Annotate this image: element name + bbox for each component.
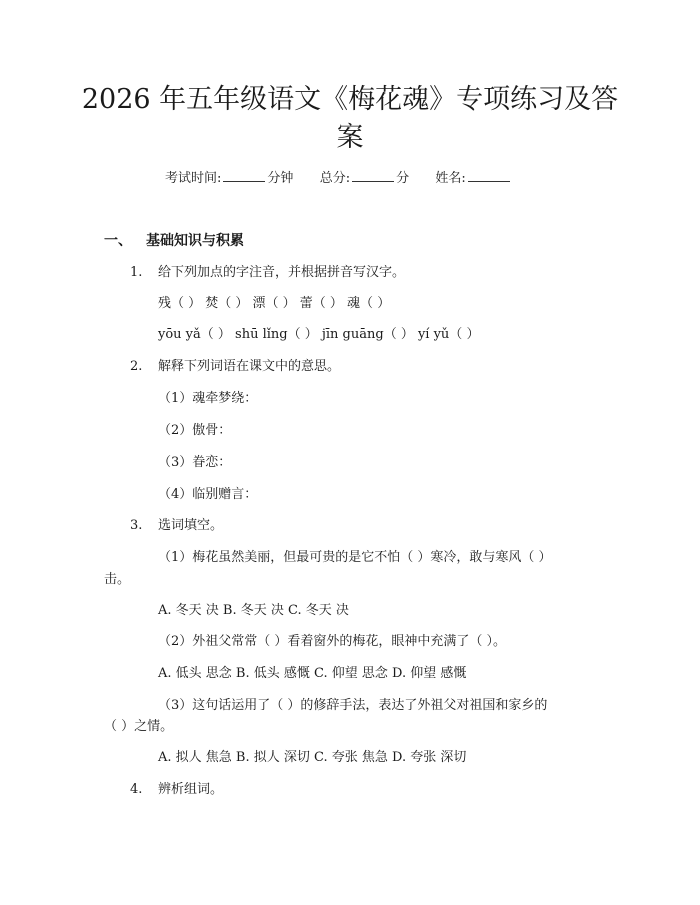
question-number-1: 1. bbox=[130, 265, 143, 280]
question-3-sub3-line2: （ ）之情。 bbox=[104, 719, 174, 734]
question-2-item: （1）魂牵梦绕： bbox=[158, 391, 258, 406]
time-label: 考试时间: bbox=[165, 171, 222, 186]
question-3-sub3-line1: （3）这句话运用了（ ）的修辞手法，表达了外祖父对祖国和家乡的 bbox=[158, 698, 548, 713]
question-1-chars: 残（ ） 焚（ ） 漂（ ） 蕾（ ） 魂（ ） bbox=[158, 296, 391, 311]
question-text-4: 辨析组词。 bbox=[158, 782, 224, 797]
question-text-2: 解释下列词语在课文中的意思。 bbox=[158, 359, 341, 374]
exam-meta bbox=[165, 169, 512, 188]
question-3-sub1-line2: 击。 bbox=[104, 572, 131, 587]
question-3-sub2-line1: （2）外祖父常常（ ）看着窗外的梅花，眼神中充满了（ ）。 bbox=[158, 634, 507, 649]
question-2-item: （3）眷恋： bbox=[158, 455, 232, 470]
time-blank bbox=[223, 169, 265, 182]
question-text-3: 选词填空。 bbox=[158, 518, 224, 533]
question-3-sub1-options: A. 冬天 决 B. 冬天 决 C. 冬天 决 bbox=[158, 603, 349, 618]
question-3-sub3-options: A. 拟人 焦急 B. 拟人 深切 C. 夸张 焦急 D. 夸张 深切 bbox=[158, 750, 467, 765]
document-title-line2: 案 bbox=[336, 122, 364, 153]
question-1-pinyin: yōu yǎ（ ） shū lǐng（ ） jīn guāng（ ） yí yǔ（ ） bbox=[158, 327, 480, 342]
question-number-4: 4. bbox=[130, 782, 143, 797]
question-3-sub2-options: A. 低头 思念 B. 低头 感慨 C. 仰望 思念 D. 仰望 感慨 bbox=[158, 666, 467, 681]
section-number: 一、 bbox=[104, 233, 132, 249]
question-3-sub1-line1: （1）梅花虽然美丽，但最可贵的是它不怕（ ）寒冷，敢与寒风（ ） bbox=[158, 550, 552, 565]
question-number-3: 3. bbox=[130, 518, 143, 533]
section-title: 基础知识与积累 bbox=[146, 233, 244, 249]
question-2-item: （2）傲骨： bbox=[158, 423, 232, 438]
score-blank bbox=[352, 169, 394, 182]
question-number-2: 2. bbox=[130, 359, 143, 374]
name-label: 姓名: bbox=[435, 171, 466, 186]
question-text-1: 给下列加点的字注音，并根据拼音写汉字。 bbox=[158, 265, 406, 280]
question-2-item: （4）临别赠言： bbox=[158, 487, 258, 502]
document-title-line1: 2026 年五年级语文《梅花魂》专项练习及答 bbox=[81, 84, 619, 115]
time-unit: 分钟 bbox=[267, 171, 294, 186]
name-blank bbox=[468, 169, 510, 182]
section-heading bbox=[104, 232, 244, 250]
score-label: 总分: bbox=[319, 171, 351, 186]
score-unit: 分 bbox=[396, 171, 410, 186]
